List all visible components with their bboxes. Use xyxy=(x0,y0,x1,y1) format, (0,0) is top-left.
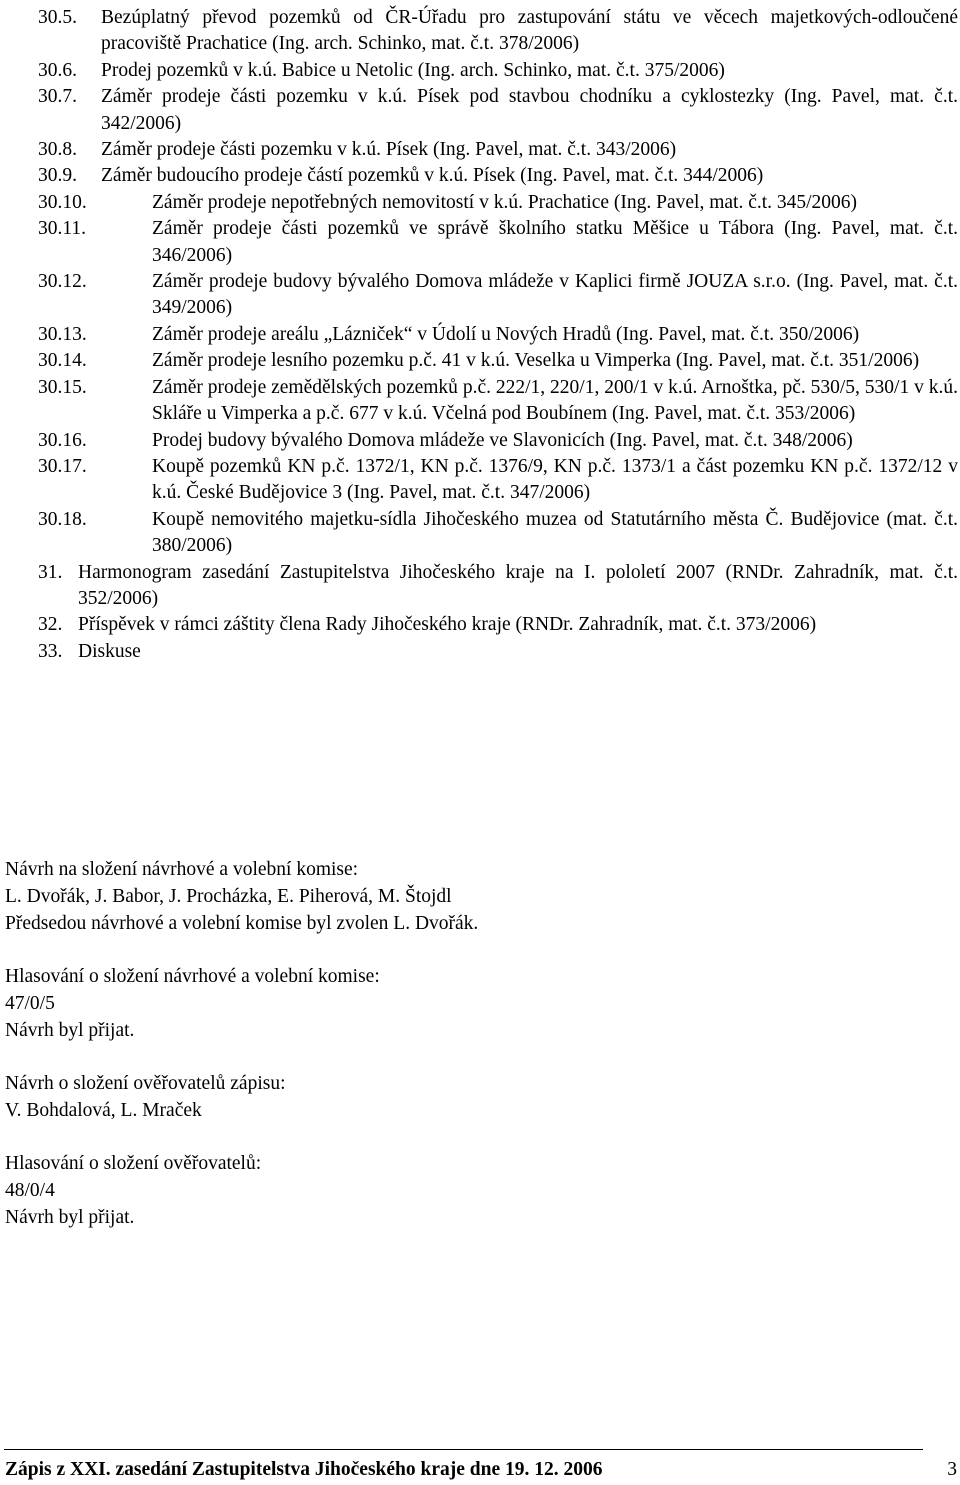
agenda-item-text: Prodej pozemků v k.ú. Babice u Netolic (Ing. arch. Schinko, mat. č.t. 375/2006) xyxy=(101,59,725,81)
agenda-item-number: 30.17. xyxy=(38,455,87,477)
agenda-item-number: 30.11. xyxy=(38,218,87,240)
resolution-sections xyxy=(5,856,955,1257)
agenda-item-number: 30.12. xyxy=(38,271,87,293)
agenda-item-number: 30.5. xyxy=(38,7,77,28)
agenda-item-number: 31. xyxy=(38,561,63,583)
section-block xyxy=(5,1150,955,1231)
agenda-item xyxy=(38,454,958,507)
agenda-item-number: 32. xyxy=(38,614,63,636)
agenda-item-text: Bezúplatný převod pozemků od ČR-Úřadu pro zastupování státu ve věcech majetkových-odloučené pracoviště Prachatice (Ing. arch. Schinko, mat. č.t. 378/2006) xyxy=(101,7,958,55)
agenda-item xyxy=(38,137,958,163)
agenda-item xyxy=(38,375,958,428)
agenda-item-text: Prodej budovy bývalého Domova mládeže ve Slavonicích (Ing. Pavel, mat. č.t. 348/2006) xyxy=(152,429,853,451)
agenda-item-text: Záměr prodeje areálu „Lázniček“ v Údolí u Nových Hradů (Ing. Pavel, mat. č.t. 350/2006) xyxy=(152,323,860,345)
agenda-item-number: 30.6. xyxy=(38,59,77,81)
agenda-item-number: 30.7. xyxy=(38,86,77,108)
section-line: Návrh byl přijat. xyxy=(5,1020,135,1041)
agenda-item-text: Diskuse xyxy=(78,640,141,662)
section-heading: Návrh o složení ověřovatelů zápisu: xyxy=(5,1073,286,1094)
section-heading: Hlasování o složení návrhové a volební komise: xyxy=(5,966,380,987)
agenda-item-text: Harmonogram zasedání Zastupitelstva Jihočeského kraje na I. pololetí 2007 (RNDr. Zahradník, mat. č.t. 352/2006) xyxy=(78,561,958,609)
agenda-item-number: 30.10. xyxy=(38,191,87,213)
agenda-item-text: Záměr prodeje zemědělských pozemků p.č. 222/1, 220/1, 200/1 v k.ú. Arnoštka, pč. 530/5, 530/1 v k.ú. Skláře u Vimperka a p.č. 677 v k.ú. Včelná pod Boubínem (Ing. Pavel, mat. č.t. 353/2006) xyxy=(152,376,958,425)
agenda-item-text: Záměr prodeje budovy bývalého Domova mládeže v Kaplici firmě JOUZA s.r.o. (Ing. Pavel, mat. č.t. 349/2006) xyxy=(152,271,958,319)
section-block xyxy=(5,1070,955,1124)
page-number: 3 xyxy=(947,1459,957,1480)
page-footer xyxy=(5,1458,957,1482)
agenda-item xyxy=(38,163,958,189)
section-block xyxy=(5,856,955,937)
agenda-item-text: Záměr prodeje části pozemku v k.ú. Písek pod stavbou chodníku a cyklostezky (Ing. Pavel, mat. č.t. 342/2006) xyxy=(101,86,958,134)
agenda-item xyxy=(38,428,958,454)
agenda-item-number: 30.15. xyxy=(38,376,87,398)
agenda-item-text: Koupě nemovitého majetku-sídla Jihočeského muzea od Statutárního města Č. Budějovice (mat. č.t. 380/2006) xyxy=(152,508,958,557)
agenda-item-number: 33. xyxy=(38,640,63,662)
section-line: L. Dvořák, J. Babor, J. Procházka, E. Piherová, M. Štojdl xyxy=(5,886,452,907)
agenda-item-number: 30.13. xyxy=(38,323,87,345)
section-line: V. Bohdalová, L. Mraček xyxy=(5,1100,202,1121)
agenda-item-text: Záměr budoucího prodeje částí pozemků v k.ú. Písek (Ing. Pavel, mat. č.t. 344/2006) xyxy=(101,165,764,187)
agenda-item-text: Záměr prodeje části pozemků ve správě školního statku Měšice u Tábora (Ing. Pavel, mat. č.t. 346/2006) xyxy=(152,218,958,266)
agenda-item-number: 30.18. xyxy=(38,508,87,530)
section-line: 48/0/4 xyxy=(5,1180,55,1201)
agenda-item-text: Záměr prodeje části pozemku v k.ú. Písek (Ing. Pavel, mat. č.t. 343/2006) xyxy=(101,139,677,161)
agenda-item-number: 30.9. xyxy=(38,165,77,187)
agenda-item-text: Koupě pozemků KN p.č. 1372/1, KN p.č. 1376/9, KN p.č. 1373/1 a část pozemku KN p.č. 1372/12 v k.ú. České Budějovice 3 (Ing. Pavel, mat. č.t. 347/2006) xyxy=(152,455,958,504)
footer-text: Zápis z XXI. zasedání Zastupitelstva Jihočeského kraje dne 19. 12. 2006 xyxy=(5,1459,603,1480)
section-heading: Návrh na složení návrhové a volební komise: xyxy=(5,859,359,880)
agenda-item-number: 30.14. xyxy=(38,350,87,372)
agenda-item xyxy=(38,322,958,348)
section-line: Předsedou návrhové a volební komise byl zvolen L. Dvořák. xyxy=(5,913,479,934)
agenda-item-text: Záměr prodeje nepotřebných nemovitostí v k.ú. Prachatice (Ing. Pavel, mat. č.t. 345/2006) xyxy=(152,191,858,213)
agenda-item xyxy=(38,507,958,560)
section-line: 47/0/5 xyxy=(5,993,55,1014)
agenda-item-number: 30.16. xyxy=(38,429,87,451)
agenda-item xyxy=(38,58,958,84)
agenda-item xyxy=(38,269,958,322)
agenda-item xyxy=(38,5,958,58)
section-line: Návrh byl přijat. xyxy=(5,1207,135,1228)
agenda-item xyxy=(38,612,958,638)
agenda-item-text: Záměr prodeje lesního pozemku p.č. 41 v k.ú. Veselka u Vimperka (Ing. Pavel, mat. č.t. 351/2006) xyxy=(152,350,920,372)
agenda-item-number: 30.8. xyxy=(38,139,77,161)
agenda-item xyxy=(38,84,958,137)
agenda-item xyxy=(38,216,958,269)
section-block xyxy=(5,963,955,1044)
agenda-item-text: Příspěvek v rámci záštity člena Rady Jihočeského kraje (RNDr. Zahradník, mat. č.t. 373/2006) xyxy=(78,614,817,636)
agenda-item xyxy=(38,190,958,216)
agenda-item xyxy=(38,348,958,374)
agenda-list xyxy=(38,5,958,665)
agenda-item xyxy=(38,560,958,613)
footer-divider xyxy=(4,1449,923,1450)
agenda-item xyxy=(38,639,958,665)
section-heading: Hlasování o složení ověřovatelů: xyxy=(5,1153,262,1174)
